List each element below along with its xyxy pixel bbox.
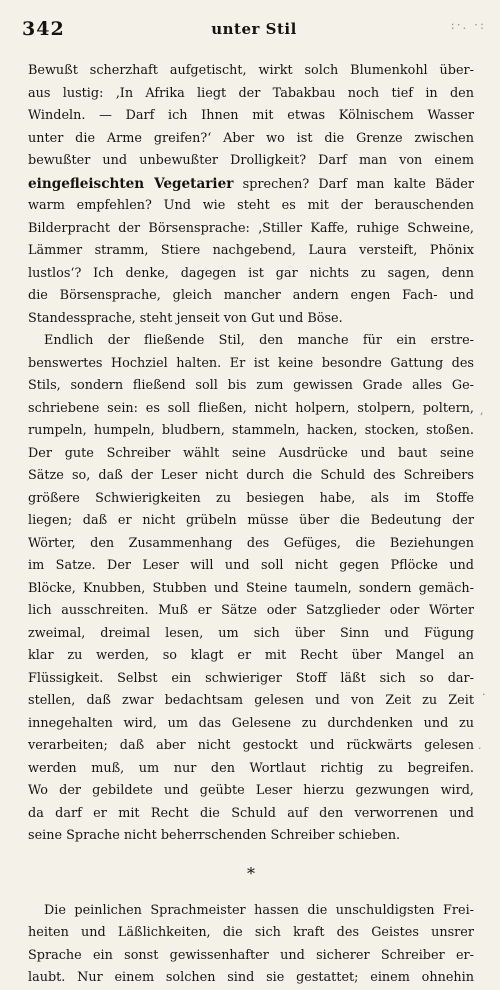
text-line: Standessprache, steht jenseit von Gut und Böse. [28, 310, 343, 326]
text-line: größere Schwierigkeiten zu besiegen habe, als im Stoffe [28, 490, 474, 506]
text-line: werden muß, um nur den Wortlaut richtig zu begreifen. [28, 760, 474, 776]
section-separator: * [247, 863, 255, 883]
spacer [28, 848, 474, 860]
text-line: da darf er mit Recht die Schuld auf den verworrenen und [28, 805, 474, 821]
emphasized-term: eingefleischten Vegetarier [28, 175, 234, 192]
text-line: Lämmer stramm, Stiere nachgebend, Laura versteift, Phönix [28, 243, 474, 258]
text-line: innegehalten wird, um das Gelesene zu durchdenken und zu [28, 715, 474, 731]
text-line: zweimal, dreimal lesen, um sich über Sinn und Fügung [28, 625, 474, 641]
margin-mark: , [480, 404, 484, 417]
text-line: Flüssigkeit. Selbst ein schwieriger Stoff läßt sich so dar- [28, 670, 474, 686]
text-line: benswertes Hochziel halten. Er ist keine besondre Gattung des [28, 355, 474, 371]
text-line: Stils, sondern fließend soll bis zum gewissen Grade alles Ge- [28, 378, 474, 393]
text-line: Sätze so, daß der Leser nicht durch die Schuld des Schreibers [28, 468, 474, 483]
margin-mark: · [478, 742, 482, 755]
text-line: rumpeln, humpeln, bludbern, stammeln, hacken, stocken, stoßen. [28, 423, 474, 438]
text-line: heiten und Läßlichkeiten, die sich kraft des Geistes unsrer [28, 925, 474, 940]
page-number: 342 [22, 18, 65, 40]
text-line: seine Sprache nicht beherrschenden Schreiber schieben. [28, 828, 401, 843]
text-line: klar zu werden, so klagt er mit Recht über Mangel an [28, 648, 474, 663]
text-line: liegen; daß er nicht grübeln müsse über die Bedeutung der [28, 513, 474, 528]
corner-speckles: :·. ·: [450, 18, 486, 32]
text-line: Bilderpracht der Börsensprache: ‚Stiller Kaffe, ruhige Schweine, [28, 220, 474, 236]
spacer [28, 888, 474, 900]
body-text [28, 60, 474, 990]
text-line: laubt. Nur einem solchen sind sie gestattet; einem ohnehin [28, 970, 474, 985]
text-line: stellen, daß zwar bedachtsam gelesen und von Zeit zu Zeit [28, 693, 474, 708]
text-line: lustlos‘? Ich denke, dagegen ist gar nichts zu sagen, denn [28, 265, 474, 281]
text-line: Wörter, den Zusammenhang des Gefüges, die Beziehungen [28, 535, 474, 551]
text-line: Blöcke, Knubben, Stubben und Steine taumeln, sondern gemäch- [28, 580, 474, 596]
margin-mark: · [482, 688, 486, 701]
text-line: schriebene sein: es soll fließen, nicht holpern, stolpern, poltern, [28, 400, 474, 416]
text-line: Wo der gebildete und geübte Leser hierzu gezwungen wird, [28, 783, 474, 798]
text-line: Sprache ein sonst gewissenhafter und sicherer Schreiber er- [28, 947, 474, 963]
text-line [28, 173, 474, 196]
text-line: aus lustig: ‚In Afrika liegt der Tabakbau noch tief in den [28, 85, 474, 101]
running-head: unter Stil [211, 20, 297, 38]
text-line: verarbeiten; daß aber nicht gestockt und rückwärts gelesen [28, 738, 474, 753]
text-line: unter die Arme greifen?‘ Aber wo ist die Grenze zwischen [28, 130, 474, 146]
line-segment: sprechen? Darf man kalte Bäder [233, 176, 474, 192]
text-line: Der gute Schreiber wählt seine Ausdrücke und baut seine [28, 445, 474, 461]
text-line: Windeln. — Darf ich Ihnen mit etwas Kölnischem Wasser [28, 108, 474, 123]
text-line: Die peinlichen Sprachmeister hassen die unschuldigsten Frei- [44, 902, 474, 918]
text-line: lich ausschreiten. Muß er Sätze oder Satzglieder oder Wörter [28, 603, 474, 618]
text-line: Bewußt scherzhaft aufgetischt, wirkt solch Blumenkohl über- [28, 63, 474, 78]
text-line: warm empfehlen? Und wie steht es mit der berauschenden [28, 198, 474, 213]
text-line: bewußter und unbewußter Drolligkeit? Darf man von einem [28, 153, 474, 168]
text-line: im Satze. Der Leser will und soll nicht gegen Pflöcke und [28, 558, 474, 573]
text-line: die Börsensprache, gleich mancher andern engen Fach- und [28, 288, 474, 303]
text-line: Endlich der fließende Stil, den manche für ein erstre- [44, 333, 474, 348]
page-header [22, 18, 486, 44]
